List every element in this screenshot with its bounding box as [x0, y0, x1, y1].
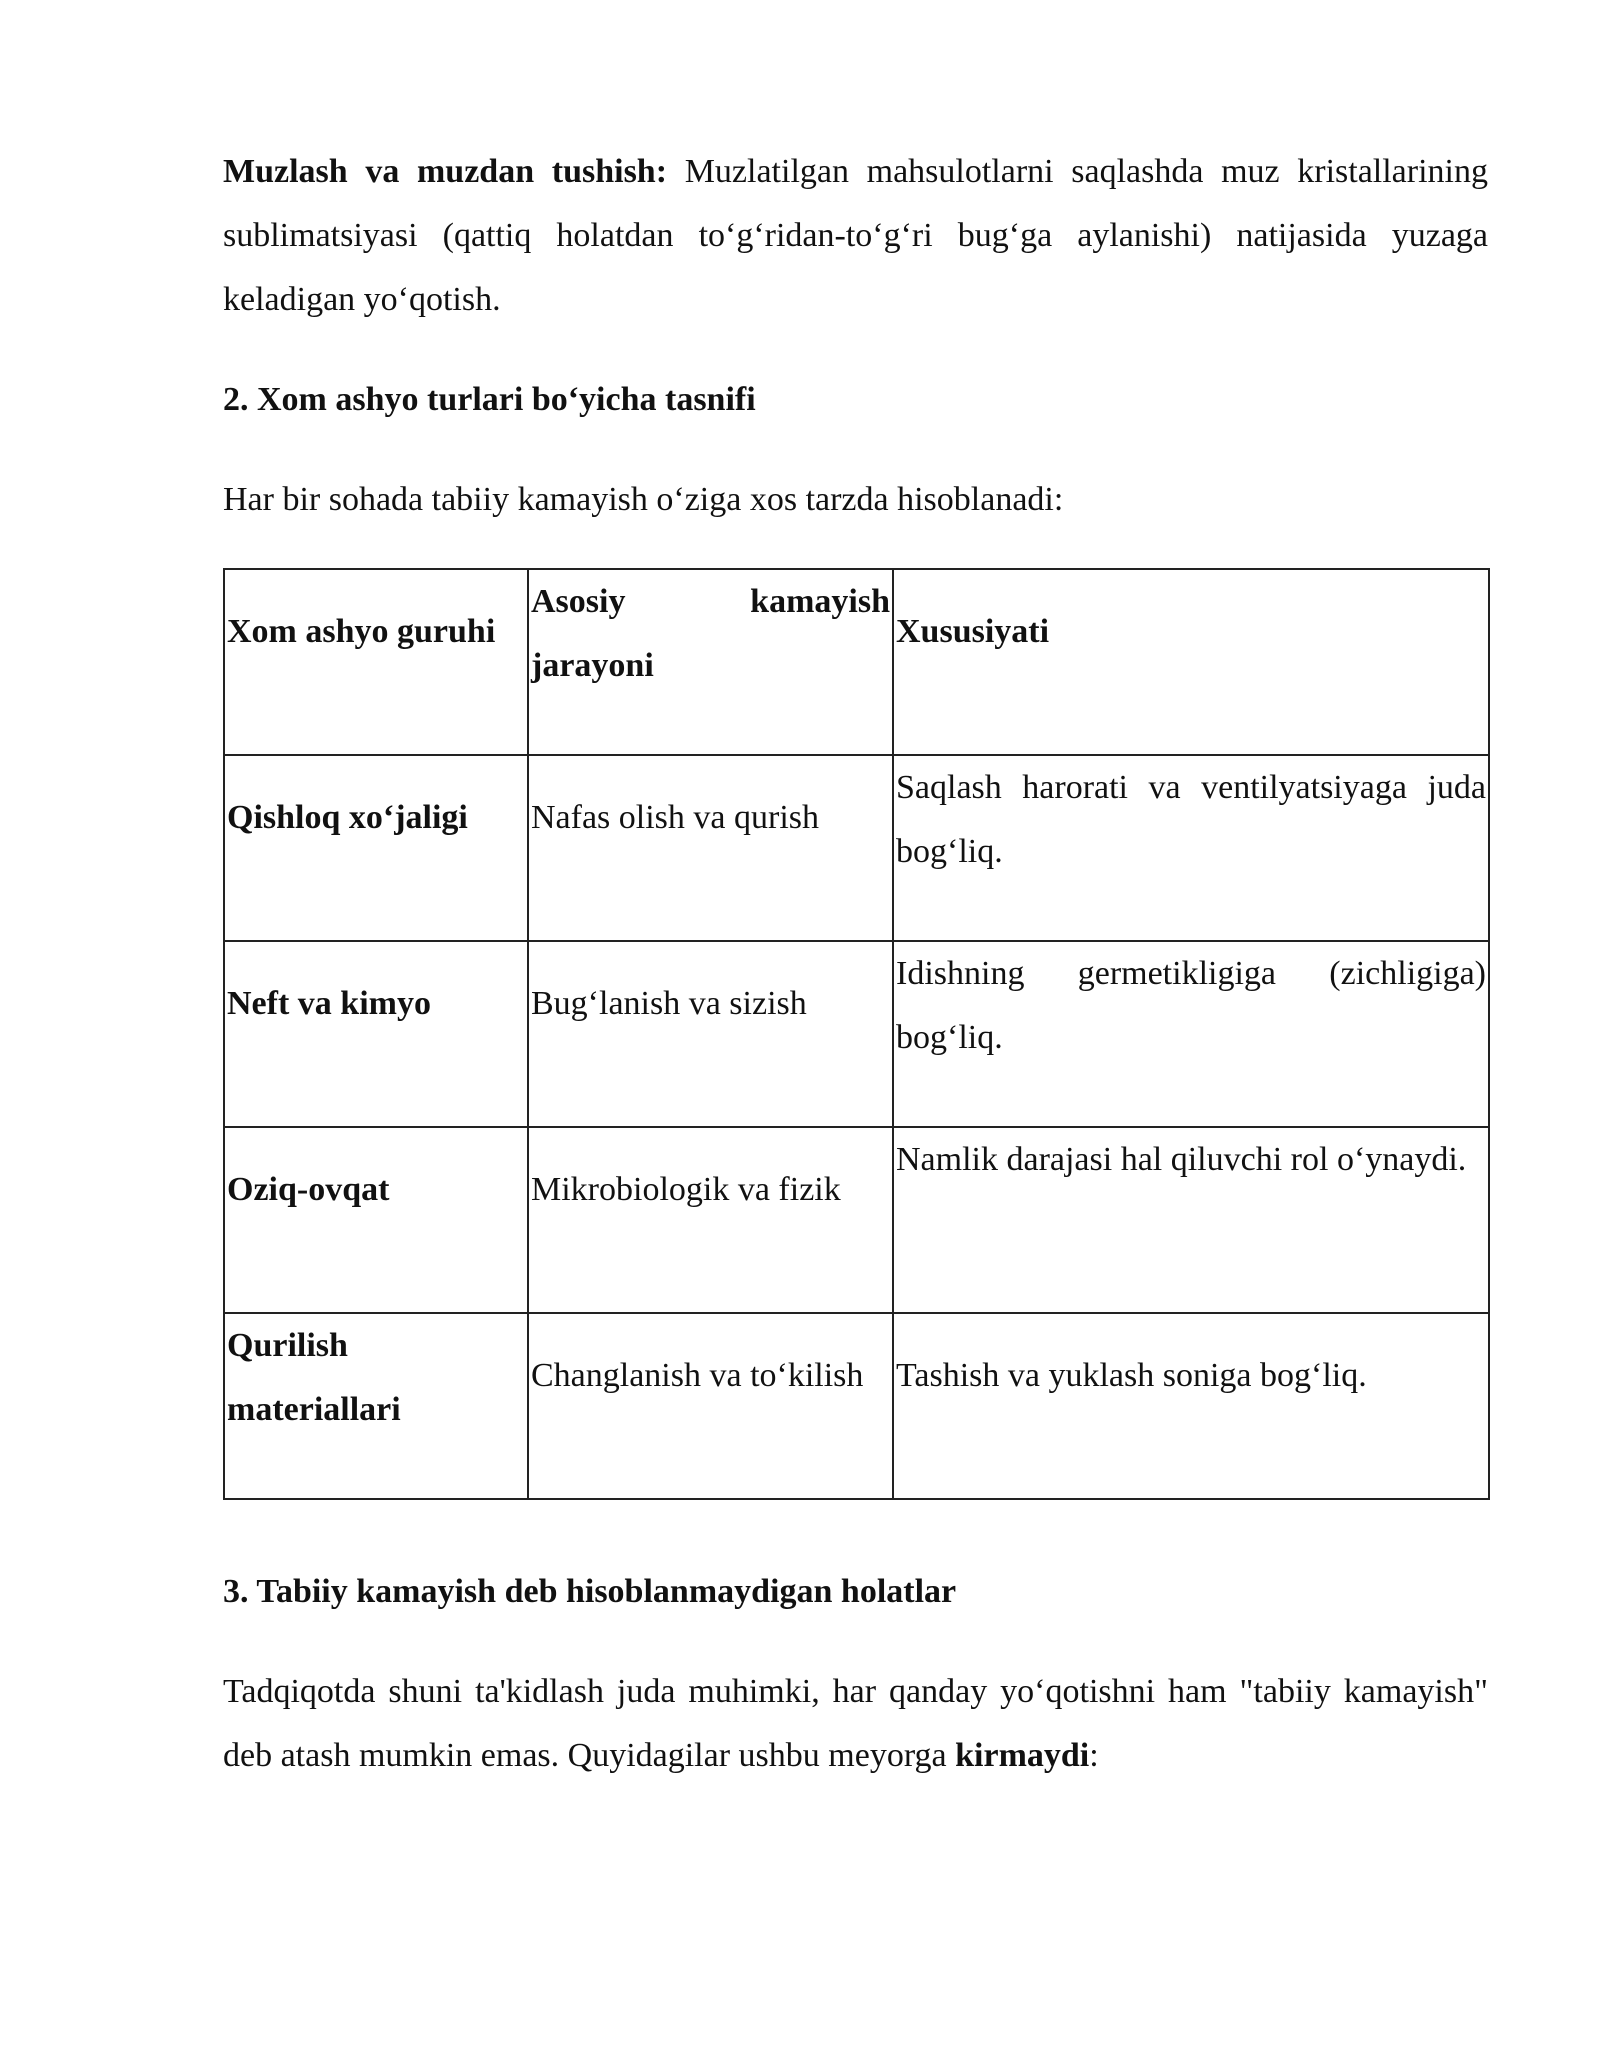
freezing-description: Muzlatilgan mahsulotlarni saqlashda muz kristallarining sublimatsiyasi (qattiq holatdan to‘g‘ridan-to‘g‘ri bug‘ga aylanishi) natijasida yuzaga keladigan yo‘qotish.: [223, 153, 1488, 318]
row-process-cell: Mikrobiologik va fizik: [528, 1127, 893, 1313]
freezing-paragraph: [223, 140, 1488, 332]
row-process-cell: Changlanish va to‘kilish: [528, 1313, 893, 1499]
header-feature-label: Xususiyati: [896, 613, 1050, 650]
classification-table: [223, 568, 1490, 1500]
table-row: [224, 1127, 1489, 1313]
table-row: [224, 755, 1489, 941]
row-feature-cell: Tashish va yuklash soniga bog‘liq.: [893, 1313, 1489, 1499]
header-cell-group: [224, 569, 528, 755]
header-process-line1: Asosiy kamayish: [531, 583, 890, 620]
row-feature-cell: Idishning germetikligiga (zichligiga) bog‘liq.: [893, 941, 1489, 1127]
header-cell-process: [528, 569, 893, 755]
section3-colon: :: [1089, 1737, 1099, 1774]
row-feature-cell: Saqlash harorati va ventilyatsiyaga juda bog‘liq.: [893, 755, 1489, 941]
header-process-line2: jarayoni: [531, 647, 654, 684]
row-group-cell: Oziq-ovqat: [224, 1127, 528, 1313]
row-group-cell: Neft va kimyo: [224, 941, 528, 1127]
section-heading-2: 2. Xom ashyo turlari bo‘yicha tasnifi: [223, 381, 756, 418]
row-feature-cell: Namlik darajasi hal qiluvchi rol o‘ynaydi.: [893, 1127, 1489, 1313]
table-row: [224, 941, 1489, 1127]
freezing-term: Muzlash va muzdan tushish:: [223, 153, 668, 190]
section3-text: Tadqiqotda shuni ta'kidlash juda muhimki, har qanday yo‘qotishni ham "tabiiy kamayish" deb atash mumkin emas. Quyidagilar ushbu meyorga: [223, 1673, 1488, 1774]
row-group-cell: Qishloq xo‘jaligi: [224, 755, 528, 941]
section3-bold-word: kirmaydi: [955, 1737, 1090, 1774]
header-group-label: Xom ashyo guruhi: [227, 613, 496, 650]
section-intro: Har bir sohada tabiiy kamayish o‘ziga xos tarzda hisoblanadi:: [223, 481, 1064, 518]
document-page: [223, 140, 1488, 1788]
row-process-cell: Nafas olish va qurish: [528, 755, 893, 941]
table-header-row: [224, 569, 1489, 755]
row-process-cell: Bug‘lanish va sizish: [528, 941, 893, 1127]
section3-paragraph: [223, 1660, 1488, 1788]
header-cell-feature: [893, 569, 1489, 755]
row-group-cell: Qurilish materiallari: [224, 1313, 528, 1499]
table-row: [224, 1313, 1489, 1499]
section-heading-3: 3. Tabiiy kamayish deb hisoblanmaydigan holatlar: [223, 1573, 957, 1610]
